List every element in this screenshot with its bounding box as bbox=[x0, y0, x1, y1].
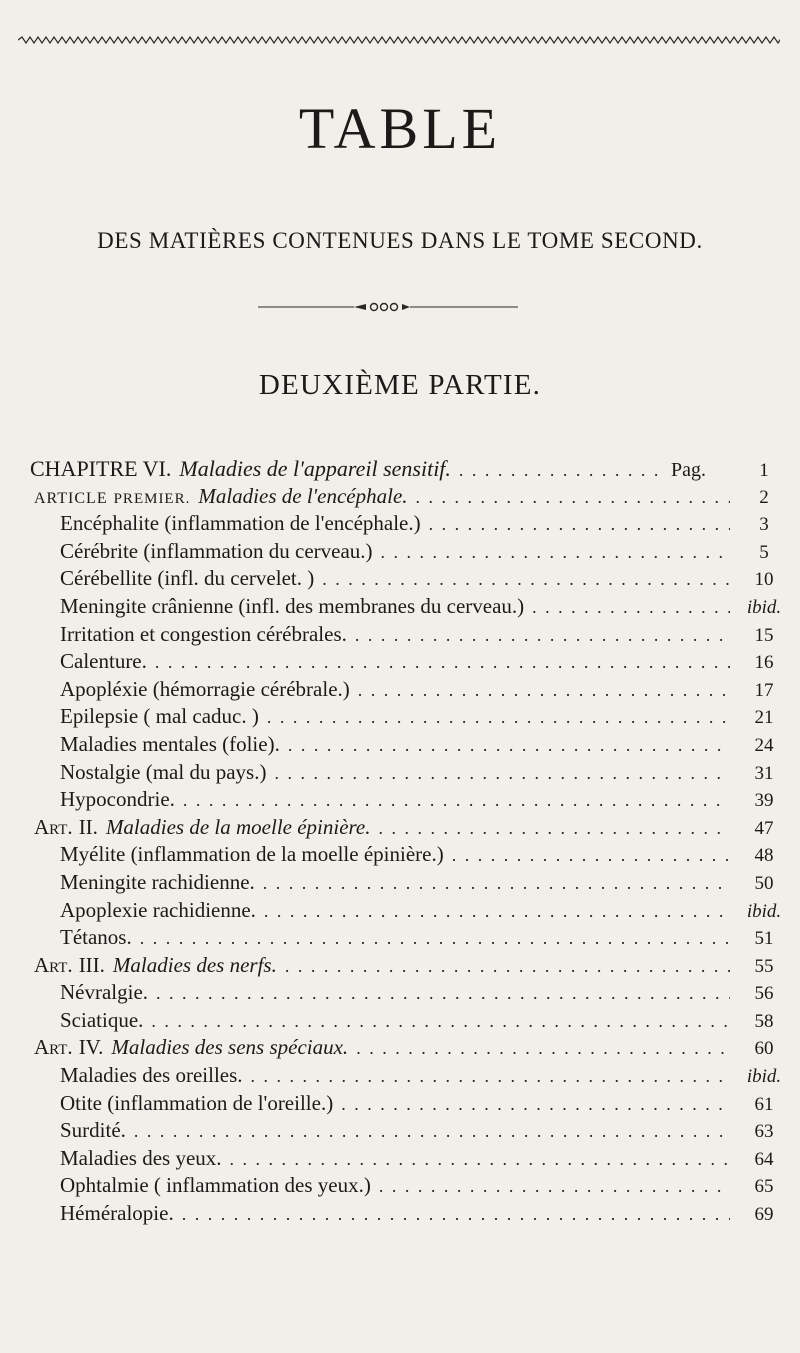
article-entry bbox=[30, 814, 792, 842]
dot-leader bbox=[183, 787, 730, 815]
page-number: ibid. bbox=[746, 596, 782, 618]
dot-leader bbox=[285, 953, 730, 981]
entry-title: Nostalgie (mal du pays.) bbox=[60, 759, 267, 784]
entry-title: Névralgie. bbox=[60, 980, 149, 1005]
page-number: 3 bbox=[759, 514, 769, 536]
article-number: III. bbox=[78, 952, 105, 977]
entry-title: Surdité. bbox=[60, 1118, 126, 1143]
part-heading: DEUXIÈME PARTIE. bbox=[258, 369, 542, 401]
entry-title: Meningite crânienne (infl. des membranes du cerveau.) bbox=[60, 593, 525, 618]
dot-leader bbox=[429, 511, 730, 539]
page-number: 17 bbox=[754, 679, 774, 701]
entry-title: Maladies des oreilles. bbox=[60, 1063, 243, 1088]
page-title: TABLE bbox=[298, 96, 502, 161]
dot-leader bbox=[379, 1173, 730, 1201]
toc-entry bbox=[30, 979, 792, 1007]
page-number: 60 bbox=[754, 1038, 774, 1060]
dot-leader bbox=[182, 1201, 730, 1229]
toc-entry bbox=[30, 759, 792, 787]
entry-title: Meningite rachidienne. bbox=[60, 869, 255, 894]
dot-leader bbox=[452, 842, 730, 870]
dot-leader bbox=[381, 539, 730, 567]
toc-entry bbox=[30, 1117, 792, 1145]
toc-entry bbox=[30, 703, 792, 731]
toc-entry bbox=[30, 1172, 792, 1200]
page-number: 51 bbox=[754, 928, 774, 950]
page-number: 2 bbox=[759, 486, 769, 508]
article-title: Maladies des sens spéciaux. bbox=[111, 1035, 349, 1060]
top-ornament-rule bbox=[18, 36, 780, 44]
page-number: 56 bbox=[754, 983, 774, 1005]
page-number: 48 bbox=[754, 845, 774, 867]
page-number: ibid. bbox=[746, 900, 782, 922]
entry-title: Otite (inflammation de l'oreille.) bbox=[60, 1090, 334, 1115]
article-label: Art. bbox=[34, 814, 73, 839]
toc-entry bbox=[30, 1200, 792, 1228]
dot-leader bbox=[358, 677, 730, 705]
article-title: Maladies de l'encéphale. bbox=[198, 483, 408, 508]
article-entry bbox=[30, 952, 792, 980]
entry-title: Calenture. bbox=[60, 649, 147, 674]
dot-leader bbox=[264, 898, 730, 926]
entry-title: Irritation et congestion cérébrales. bbox=[60, 621, 347, 646]
page-subtitle: DES MATIÈRES CONTENUES DANS LE TOME SECOND. bbox=[97, 228, 703, 253]
article-number: PREMIER. bbox=[113, 490, 191, 507]
toc-entry bbox=[30, 565, 792, 593]
page-number: ibid. bbox=[746, 1066, 782, 1088]
article-number: II. bbox=[78, 814, 98, 839]
dot-leader bbox=[355, 622, 730, 650]
entry-title: Héméralopie. bbox=[60, 1201, 174, 1226]
article-label: Art. bbox=[34, 1035, 73, 1060]
page-number: 63 bbox=[754, 1121, 774, 1143]
article-entry bbox=[30, 483, 792, 511]
toc-entry bbox=[30, 731, 792, 759]
chapter-title: Maladies de l'appareil sensitif. bbox=[179, 456, 451, 481]
toc-entry bbox=[30, 1007, 792, 1035]
page-number: 5 bbox=[759, 541, 769, 563]
dot-leader bbox=[532, 594, 730, 622]
entry-title: Apoplexie rachidienne. bbox=[60, 897, 256, 922]
article-title: Maladies des nerfs. bbox=[112, 952, 277, 977]
dot-leader bbox=[356, 1035, 730, 1063]
dot-leader bbox=[263, 870, 730, 898]
entry-title: Myélite (inflammation de la moelle épinière.) bbox=[60, 842, 444, 867]
dot-leader bbox=[416, 484, 730, 512]
page-number: 69 bbox=[754, 1204, 774, 1226]
toc-entry bbox=[30, 1062, 792, 1090]
dot-leader bbox=[151, 1008, 730, 1036]
toc-entry bbox=[30, 869, 792, 897]
dot-leader bbox=[140, 925, 730, 953]
entry-title: Tétanos. bbox=[60, 925, 132, 950]
entry-title: Cérébellite (infl. du cervelet. ) bbox=[60, 566, 315, 591]
dot-leader bbox=[156, 980, 730, 1008]
chapter-entry bbox=[30, 455, 792, 483]
dot-leader bbox=[341, 1091, 730, 1119]
page-number: 24 bbox=[754, 734, 774, 756]
page-number: 61 bbox=[754, 1093, 774, 1115]
dot-leader bbox=[274, 760, 730, 788]
toc-entry bbox=[30, 538, 792, 566]
article-number: IV. bbox=[78, 1035, 104, 1060]
toc-entry bbox=[30, 1090, 792, 1118]
dot-leader bbox=[134, 1118, 730, 1146]
page-number: 1 bbox=[759, 460, 769, 481]
article-title: Maladies de la moelle épinière. bbox=[105, 814, 371, 839]
dot-leader bbox=[267, 704, 730, 732]
page-number: 65 bbox=[754, 1176, 774, 1198]
entry-title: Cérébrite (inflammation du cerveau.) bbox=[60, 538, 373, 563]
table-of-contents bbox=[30, 455, 792, 1228]
entry-title: Apopléxie (hémorragie cérébrale.) bbox=[60, 676, 350, 701]
entry-title: Encéphalite (inflammation de l'encéphale.) bbox=[60, 511, 421, 536]
toc-entry bbox=[30, 648, 792, 676]
page-number: 55 bbox=[754, 955, 774, 977]
toc-entry bbox=[30, 841, 792, 869]
dot-leader bbox=[379, 815, 731, 843]
entry-title: Epilepsie ( mal caduc. ) bbox=[60, 704, 259, 729]
page-number: 16 bbox=[754, 652, 774, 674]
ornamental-divider bbox=[258, 300, 518, 314]
page-number: 39 bbox=[754, 790, 774, 812]
article-entry bbox=[30, 1034, 792, 1062]
entry-title: Sciatique. bbox=[60, 1007, 144, 1032]
entry-title: Maladies des yeux. bbox=[60, 1145, 222, 1170]
dot-leader bbox=[288, 732, 730, 760]
page-number: 64 bbox=[754, 1148, 774, 1170]
toc-entry bbox=[30, 593, 792, 621]
page-number: 47 bbox=[754, 817, 774, 839]
article-label: Art. bbox=[34, 952, 73, 977]
page-number: 10 bbox=[754, 569, 774, 591]
article-label: ARTICLE bbox=[34, 489, 108, 507]
page-number: 15 bbox=[754, 624, 774, 646]
dot-leader bbox=[322, 566, 730, 594]
chapter-label: CHAPITRE VI. bbox=[30, 456, 172, 481]
toc-entry bbox=[30, 786, 792, 814]
dot-leader bbox=[459, 457, 665, 485]
entry-title: Hypocondrie. bbox=[60, 787, 175, 812]
toc-entry bbox=[30, 897, 792, 925]
entry-title: Ophtalmie ( inflammation des yeux.) bbox=[60, 1173, 371, 1198]
toc-entry bbox=[30, 1145, 792, 1173]
toc-entry bbox=[30, 676, 792, 704]
page-number: 21 bbox=[754, 707, 774, 729]
toc-entry bbox=[30, 621, 792, 649]
page-number: 58 bbox=[754, 1010, 774, 1032]
dot-leader bbox=[230, 1146, 730, 1174]
pag-label: Pag. bbox=[671, 459, 706, 481]
dot-leader bbox=[251, 1063, 730, 1091]
page-number: 31 bbox=[754, 762, 774, 784]
page-number: 50 bbox=[754, 872, 774, 894]
dot-leader bbox=[155, 649, 730, 677]
toc-entry bbox=[30, 510, 792, 538]
toc-entry bbox=[30, 924, 792, 952]
entry-title: Maladies mentales (folie). bbox=[60, 731, 280, 756]
